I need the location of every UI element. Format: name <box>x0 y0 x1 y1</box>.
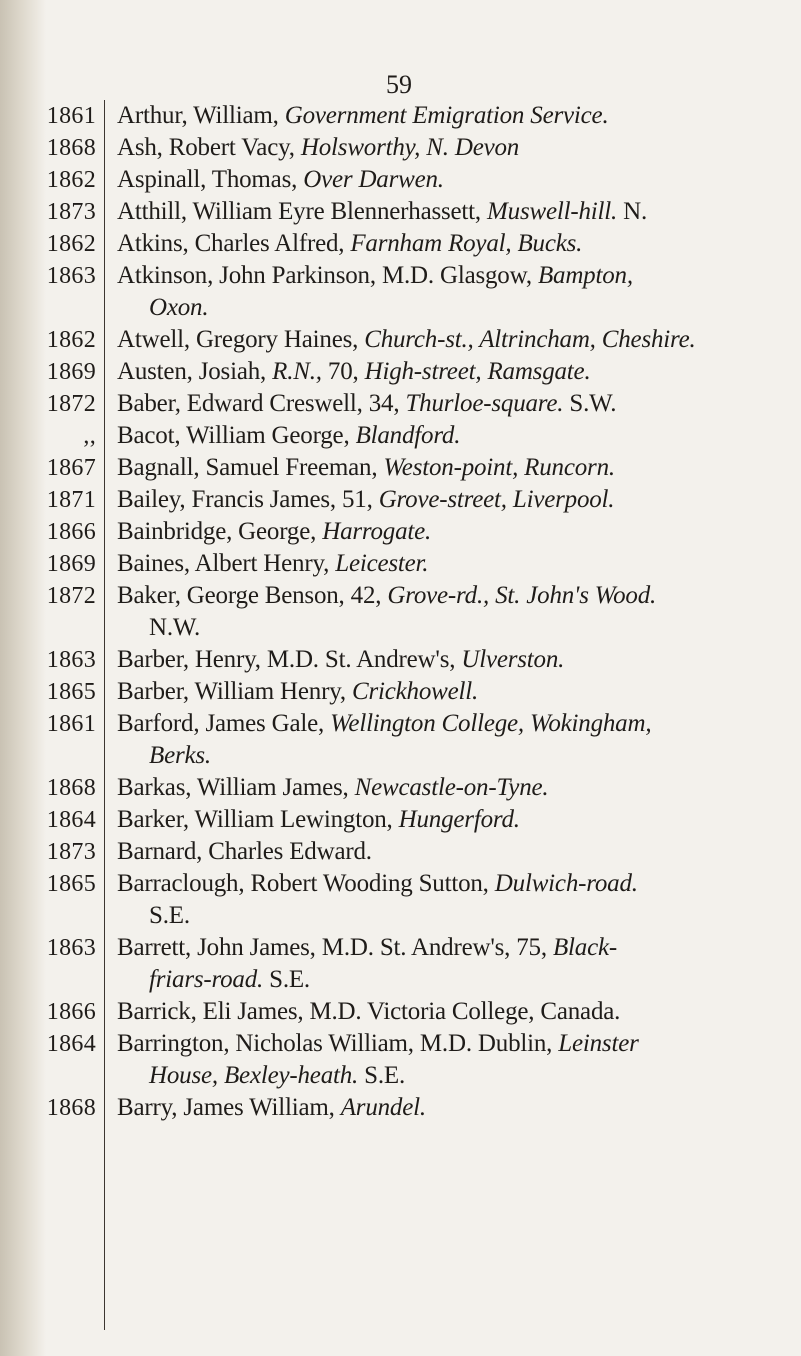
register-entry <box>117 1028 801 1092</box>
register-entry <box>117 644 801 676</box>
entry-place: Arundel. <box>340 1094 426 1121</box>
entry-place: Ulverston. <box>461 646 565 673</box>
entry-year: 1863 <box>46 263 96 289</box>
entry-line <box>117 196 801 228</box>
entry-year: 1869 <box>46 359 96 385</box>
entry-year: 1865 <box>46 871 96 897</box>
entry-continuation-place: House, Bexley-heath. <box>149 1062 359 1089</box>
entry-place: Holsworthy, N. Devon <box>300 134 520 161</box>
entry-place: Hungerford. <box>398 806 520 833</box>
entry-place: Muswell-hill. <box>487 198 618 225</box>
entry-line <box>117 548 801 580</box>
entry-name: Atthill, William Eyre Blennerhassett, <box>117 198 488 225</box>
entry-continuation-suffix: S.E. <box>263 966 310 993</box>
entry-place: Church-st., Altrincham, Cheshire. <box>364 326 696 353</box>
entry-line <box>117 452 801 484</box>
entry-name: Baines, Albert Henry, <box>117 550 336 577</box>
entry-line <box>117 932 801 964</box>
entry-place: Blandford. <box>355 422 461 449</box>
entry-place: Harrogate. <box>322 518 432 545</box>
entry-line <box>117 580 801 612</box>
register-entry <box>117 324 801 356</box>
entry-place: Wellington College, Wokingham, <box>330 710 652 737</box>
register-entry <box>117 260 801 324</box>
register-entry <box>117 228 801 260</box>
entry-name: Bagnall, Samuel Freeman, <box>117 454 384 481</box>
entry-continuation-place: friars-road. <box>149 966 264 993</box>
entry-place: Bampton, <box>537 262 633 289</box>
register-entry <box>117 804 801 836</box>
register-entry <box>117 452 801 484</box>
entry-name: Aspinall, Thomas, <box>117 166 304 193</box>
entry-year: 1871 <box>46 487 96 513</box>
register-entry <box>117 484 801 516</box>
entry-name: Bacot, William George, <box>117 422 356 449</box>
register-entry <box>117 516 801 548</box>
entry-place: Grove-street, Liverpool. <box>378 486 615 513</box>
entry-line <box>117 1028 801 1060</box>
entry-name: Barber, William Henry, <box>117 678 352 705</box>
entry-year: 1873 <box>46 839 96 865</box>
register-entry <box>117 420 801 452</box>
entry-continuation <box>117 964 801 996</box>
entry-suffix: S.W. <box>563 390 617 417</box>
entry-line <box>117 708 801 740</box>
entry-continuation <box>117 292 801 324</box>
entry-name: Barnard, Charles Edward. <box>117 838 372 865</box>
entry-line <box>117 484 801 516</box>
entry-name: Barford, James Gale, <box>117 710 331 737</box>
entry-year: 1866 <box>46 519 96 545</box>
register-entry <box>117 388 801 420</box>
register-entry <box>117 932 801 996</box>
entry-name: Barraclough, Robert Wooding Sutton, <box>117 870 495 897</box>
register-entry <box>117 708 801 772</box>
entry-line <box>117 260 801 292</box>
entry-year: 1872 <box>46 583 96 609</box>
entry-year: 1865 <box>46 679 96 705</box>
entry-line <box>117 644 801 676</box>
register-entry <box>117 580 801 644</box>
register-entry <box>117 676 801 708</box>
register-entry <box>117 132 801 164</box>
register-entry <box>117 356 801 388</box>
entry-place: Government Emigration Service. <box>284 102 609 129</box>
entry-place: Thurloe-square. <box>405 390 564 417</box>
entry-line <box>117 324 801 356</box>
entry-line <box>117 868 801 900</box>
entry-continuation <box>117 1060 801 1092</box>
entry-name: Bainbridge, George, <box>117 518 323 545</box>
entry-line <box>117 516 801 548</box>
register-entry <box>117 548 801 580</box>
entry-continuation-suffix: S.E. <box>358 1062 406 1089</box>
entry-year: 1868 <box>46 775 96 801</box>
entry-place: Crickhowell. <box>352 678 479 705</box>
entry-year: 1868 <box>46 135 96 161</box>
register-entry <box>117 196 801 228</box>
entry-year: 1873 <box>46 199 96 225</box>
entry-year: 1862 <box>46 327 96 353</box>
entry-place: R.N., <box>272 358 322 385</box>
entry-line <box>117 836 801 868</box>
entry-year: 1869 <box>46 551 96 577</box>
entry-suffix: 70, <box>321 358 365 385</box>
entry-place: Dulwich-road. <box>494 870 638 897</box>
register-entry <box>117 1092 801 1124</box>
entry-name: Baber, Edward Creswell, 34, <box>117 390 406 417</box>
entry-line <box>117 804 801 836</box>
entry-place: Black- <box>552 934 617 961</box>
entry-place-2: High-street, Ramsgate. <box>364 358 591 385</box>
entry-line <box>117 132 801 164</box>
entry-continuation <box>117 612 801 644</box>
entry-line <box>117 420 801 452</box>
entry-name: Barker, William Lewington, <box>117 806 399 833</box>
entry-line <box>117 100 801 132</box>
entry-line <box>117 676 801 708</box>
entry-name: Baker, George Benson, 42, <box>117 582 388 609</box>
entry-year: 1861 <box>46 103 96 129</box>
entry-name: Barrett, John James, M.D. St. Andrew's, 75, <box>117 934 553 961</box>
entry-line <box>117 772 801 804</box>
entry-year: 1862 <box>46 167 96 193</box>
entry-name: Atwell, Gregory Haines, <box>117 326 365 353</box>
entry-year: 1864 <box>46 1031 96 1057</box>
entry-line <box>117 388 801 420</box>
entry-continuation <box>117 740 801 772</box>
entry-year: 1867 <box>46 455 96 481</box>
entry-line <box>117 356 801 388</box>
entry-name: Barber, Henry, M.D. St. Andrew's, <box>117 646 462 673</box>
entry-continuation-suffix: S.E. <box>149 902 190 929</box>
entry-year: 1863 <box>46 647 96 673</box>
entry-place: Weston-point, Runcorn. <box>383 454 615 481</box>
entry-name: Ash, Robert Vacy, <box>117 134 301 161</box>
entry-line <box>117 228 801 260</box>
entry-continuation-place: Oxon. <box>149 294 209 321</box>
register-entry <box>117 100 801 132</box>
page-number: 59 <box>386 70 412 99</box>
entry-name: Barrick, Eli James, M.D. Victoria College, Canada. <box>117 998 621 1025</box>
entry-place: Over Darwen. <box>303 166 444 193</box>
entry-line <box>117 996 801 1028</box>
register-entry <box>117 772 801 804</box>
entry-year: 1862 <box>46 231 96 257</box>
entry-continuation <box>117 900 801 932</box>
entry-name: Atkinson, John Parkinson, M.D. Glasgow, <box>117 262 538 289</box>
entry-name: Austen, Josiah, <box>117 358 273 385</box>
entry-year: 1868 <box>46 1095 96 1121</box>
register-entry <box>117 996 801 1028</box>
entry-name: Barry, James William, <box>117 1094 341 1121</box>
entry-year: ,, <box>83 423 96 449</box>
entry-continuation-suffix: N.W. <box>149 614 201 641</box>
entry-place: Farnham Royal, Bucks. <box>350 230 583 257</box>
entry-year: 1863 <box>46 935 96 961</box>
column-rule <box>104 100 105 1330</box>
entry-continuation-place: Berks. <box>149 742 211 769</box>
entry-place: Leinster <box>558 1030 639 1057</box>
entry-place: Leicester. <box>335 550 429 577</box>
register-entry <box>117 868 801 932</box>
entry-year: 1861 <box>46 711 96 737</box>
entry-year: 1872 <box>46 391 96 417</box>
entry-year: 1866 <box>46 999 96 1025</box>
entry-line <box>117 164 801 196</box>
entry-name: Barkas, William James, <box>117 774 355 801</box>
entry-name: Arthur, William, <box>117 102 285 129</box>
entry-line <box>117 1092 801 1124</box>
register-entry <box>117 164 801 196</box>
entry-place: Grove-rd., St. John's Wood. <box>387 582 657 609</box>
entry-name: Barrington, Nicholas William, M.D. Dublin, <box>117 1030 559 1057</box>
entry-name: Atkins, Charles Alfred, <box>117 230 351 257</box>
entry-place: Newcastle-on-Tyne. <box>354 774 549 801</box>
entry-name: Bailey, Francis James, 51, <box>117 486 379 513</box>
entry-year: 1864 <box>46 807 96 833</box>
entry-suffix: N. <box>617 198 648 225</box>
register-entry <box>117 836 801 868</box>
